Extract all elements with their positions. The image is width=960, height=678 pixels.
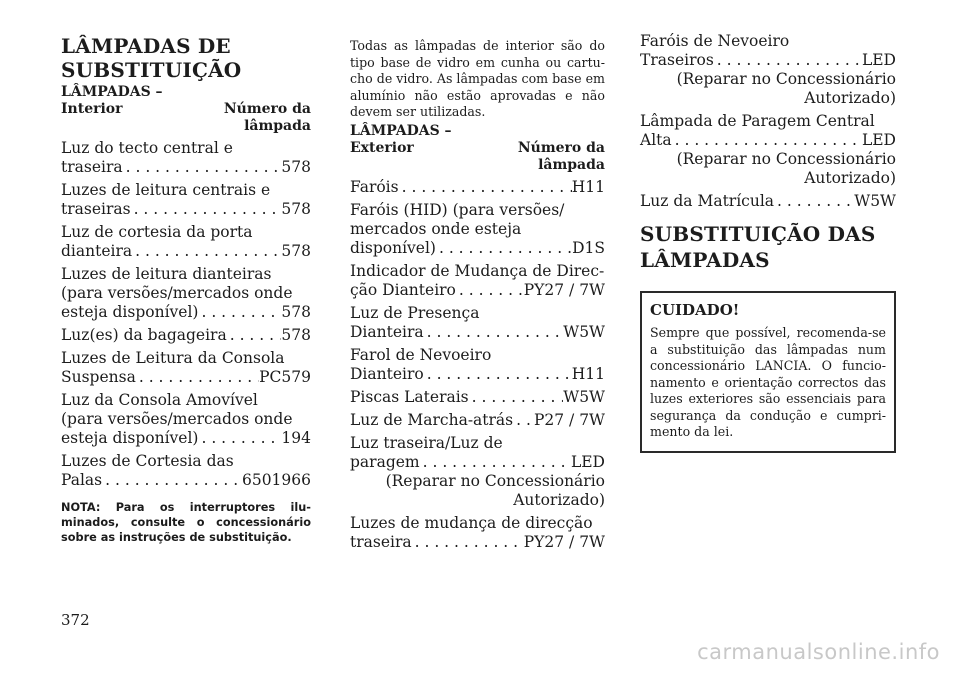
table-header-column: Número da [517, 139, 605, 156]
dot-leader [131, 200, 282, 219]
bulb-number: H11 [571, 364, 605, 383]
bulb-label: dianteira [61, 242, 133, 260]
page-number: 372 [61, 611, 90, 629]
dot-leader [469, 388, 564, 407]
bulb-description: Luzes de leitura centrais e [61, 181, 271, 199]
bulb-description: Luzes de mudança de direcção [350, 513, 593, 532]
dot-leader [412, 533, 524, 552]
dot-leader [424, 365, 572, 384]
bulb-number: LED [861, 131, 896, 149]
dot-leader [102, 471, 242, 490]
section-heading: SUBSTITUIÇÃO DAS LÂMPADAS [640, 222, 876, 272]
bulb-number: PC579 [259, 368, 311, 386]
bulb-note: (Reparar no Concessionário [676, 150, 896, 168]
bulb-number: D1S [572, 238, 605, 257]
bulb-entry [61, 181, 311, 219]
bulb-label: ção Dianteiro [350, 280, 456, 299]
exterior-bulb-list-continued [640, 32, 896, 211]
caution-body: Sempre que possível, recomenda-se a substituição das lâmpadas num concessionário LANCIA. O funcio-namento e orientação correctos das luzes exteriores são essenciais para segurança da condução e cumpri-mento da lei. [650, 325, 886, 439]
bulb-description: Luzes de leitura dianteiras [61, 265, 272, 283]
bulb-entry [350, 201, 605, 258]
dot-leader [399, 178, 572, 197]
bulb-description: Luz traseira/Luz de [350, 433, 503, 452]
caution-title: CUIDADO! [650, 301, 740, 319]
bulb-label: esteja disponível) [61, 429, 199, 447]
dot-leader [227, 326, 282, 345]
intro-paragraph: Todas as lâmpadas de interior são do tipo base de vidro em cunha ou cartu-cho de vidro. As lâmpadas com base em alumínio não estão aprovadas e não devem ser utilizadas. [350, 38, 605, 119]
bulb-entry [61, 223, 311, 261]
bulb-number: LED [570, 452, 605, 471]
table-header-column-2: lâmpada [538, 156, 605, 173]
bulb-description: Luz da Consola Amovível [61, 391, 258, 409]
bulb-number: W5W [854, 192, 896, 210]
exterior-bulb-list [350, 178, 605, 552]
dot-leader [456, 281, 524, 300]
bulb-number: 578 [281, 200, 311, 218]
bulb-label: esteja disponível) [61, 303, 199, 321]
bulb-label: traseira [61, 158, 123, 176]
column-middle [350, 28, 605, 552]
dot-leader [123, 158, 282, 177]
bulb-number: LED [861, 51, 896, 69]
dot-leader [424, 323, 564, 342]
bulb-label: Piscas Laterais [350, 387, 469, 406]
table-header-category: Interior [61, 101, 123, 117]
bulb-description: Faróis de Nevoeiro [640, 32, 790, 50]
bulb-label: Alta [640, 131, 672, 149]
bulb-label: Luz(es) da bagageira [61, 326, 227, 344]
table-header-exterior [350, 123, 605, 174]
table-header-title: LÂMPADAS – [61, 84, 163, 100]
bulb-entry [350, 411, 605, 430]
bulb-label: disponível) [350, 238, 436, 257]
bulb-label: Dianteiro [350, 364, 424, 383]
bulb-entry [61, 391, 311, 448]
bulb-entry [350, 178, 605, 197]
section-heading: LÂMPADAS DE SUBSTITUIÇÃO [61, 34, 242, 82]
bulb-label: Faróis [350, 177, 399, 196]
bulb-number: H11 [571, 177, 605, 196]
bulb-number: PY27 / 7W [523, 280, 605, 299]
table-header-title: LÂMPADAS – [350, 122, 452, 139]
table-header-column-2: lâmpada [244, 118, 311, 134]
bulb-number: 578 [281, 242, 311, 260]
dot-leader [513, 411, 534, 430]
bulb-description: Luzes de Cortesia das [61, 452, 234, 470]
dot-leader [436, 239, 572, 258]
bulb-note: Autorizado) [804, 89, 896, 107]
bulb-note: Autorizado) [513, 490, 605, 509]
bulb-entry [61, 452, 311, 490]
dot-leader [420, 453, 571, 472]
bulb-entry [350, 346, 605, 384]
bulb-label: Suspensa [61, 368, 136, 386]
bulb-entry [350, 434, 605, 510]
bulb-entry [350, 514, 605, 552]
column-left [61, 28, 311, 545]
bulb-entry [61, 139, 311, 177]
bulb-number: 578 [281, 303, 311, 321]
bulb-entry [350, 304, 605, 342]
caution-box [640, 291, 896, 453]
bulb-entry [61, 349, 311, 387]
bulb-description: Faróis (HID) (para versões/ [350, 200, 565, 219]
bulb-description: mercados onde esteja [350, 219, 522, 238]
note-text: NOTA: Para os interruptores ilu-minados, consulte o concessionário sobre as instruções de substituição. [61, 501, 311, 544]
bulb-number: W5W [563, 387, 605, 406]
dot-leader [136, 368, 259, 387]
bulb-label: Luz da Matrícula [640, 192, 775, 210]
bulb-number: W5W [563, 322, 605, 341]
bulb-label: Dianteira [350, 322, 424, 341]
bulb-description: Indicador de Mudança de Direc- [350, 261, 605, 280]
bulb-number: 6501966 [241, 471, 311, 489]
bulb-note: (Reparar no Concessionário [676, 70, 896, 88]
interior-bulb-list [61, 139, 311, 490]
bulb-label: Traseiros [640, 51, 714, 69]
bulb-label: Luz de Marcha-atrás [350, 410, 514, 429]
bulb-entry [640, 192, 896, 211]
bulb-entry [350, 262, 605, 300]
column-right [640, 28, 896, 453]
dot-leader [714, 51, 862, 70]
bulb-number: PY27 / 7W [523, 532, 605, 551]
bulb-number: P27 / 7W [533, 410, 605, 429]
bulb-label: traseiras [61, 200, 131, 218]
bulb-number: 578 [281, 158, 311, 176]
bulb-description: (para versões/mercados onde [61, 410, 293, 428]
bulb-label: paragem [350, 452, 420, 471]
bulb-number: 578 [281, 326, 311, 344]
dot-leader [132, 242, 281, 261]
dot-leader [198, 303, 281, 322]
bulb-entry [640, 32, 896, 108]
bulb-description: Farol de Nevoeiro [350, 345, 492, 364]
watermark: carmanualsonline.info [697, 640, 940, 664]
bulb-number: 194 [281, 429, 311, 447]
bulb-note: (Reparar no Concessionário [385, 471, 605, 490]
dot-leader [774, 192, 854, 211]
bulb-description: Luz de Presença [350, 303, 480, 322]
table-header-category: Exterior [350, 139, 414, 156]
bulb-description: Lâmpada de Paragem Central [640, 112, 875, 130]
bulb-entry [350, 388, 605, 407]
bulb-label: traseira [350, 532, 412, 551]
bulb-entry [61, 326, 311, 345]
bulb-description: Luzes de Leitura da Consola [61, 349, 285, 367]
bulb-description: (para versões/mercados onde [61, 284, 293, 302]
bulb-description: Luz do tecto central e [61, 139, 233, 157]
bulb-note: Autorizado) [804, 169, 896, 187]
dot-leader [198, 429, 281, 448]
table-header-column: Número da [223, 101, 311, 117]
bulb-label: Palas [61, 471, 103, 489]
bulb-description: Luz de cortesia da porta [61, 223, 253, 241]
table-header-interior [61, 84, 311, 135]
bulb-entry [61, 265, 311, 322]
dot-leader [672, 131, 862, 150]
bulb-entry [640, 112, 896, 188]
